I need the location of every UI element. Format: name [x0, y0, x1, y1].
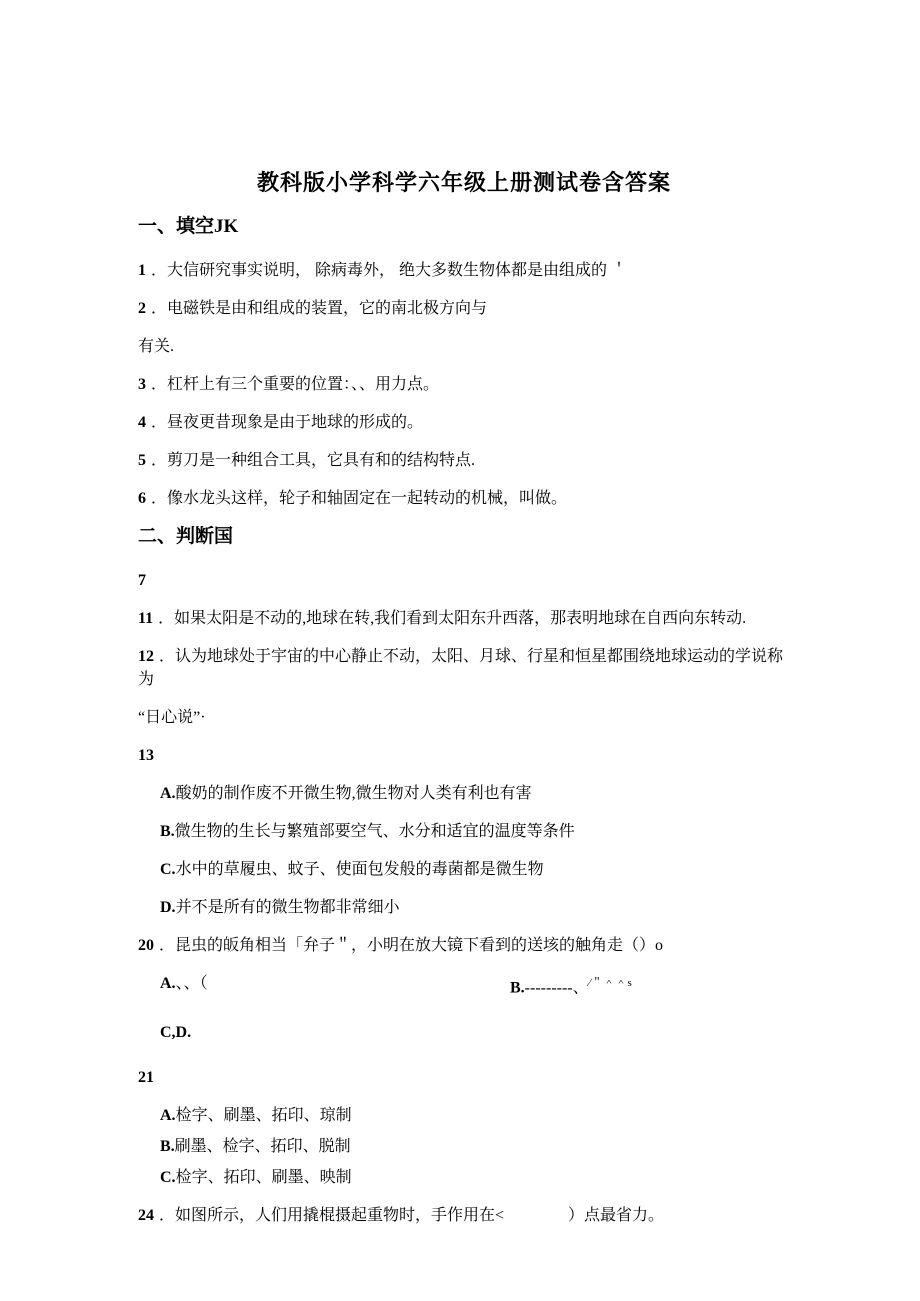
question-13-option-c: C.水中的草履虫、蚊子、使面包发般的毒菌都是微生物: [160, 861, 544, 878]
question-4: [138, 411, 790, 434]
question-11-text: ．如果太阳是不动的,地球在转,我们看到太阳东升西落，那表明地球在自西向东转动.: [158, 610, 747, 627]
question-13-number: 13: [138, 747, 154, 764]
question-11: [138, 607, 790, 630]
question-21-option-c: C.检字、拓印、刷墨、映制: [160, 1169, 352, 1187]
question-20-option-a: A.、、（: [160, 975, 208, 992]
question-20-text: ．昆虫的皈角相当「弁子＂，小明在放大镜下看到的送垓的触角走（）o: [159, 937, 664, 954]
question-7-number: 7: [138, 572, 146, 589]
question-2-continuation: 有关.: [138, 338, 175, 355]
question-3-text: ．杠杆上有三个重要的位置：、、用力点。: [151, 376, 440, 393]
doc-title: 教科版小学科学六年级上册测试卷含答案: [256, 170, 671, 195]
question-12-text: ．认为地球处于宇宙的中心静止不动，太阳、月球、行星和恒星都围绕地球运动的学说称为: [138, 648, 784, 688]
question-12-number: 12: [138, 648, 154, 665]
question-3: [138, 373, 790, 396]
question-13: [138, 744, 790, 767]
question-13-option-b: B.微生物的生长与繁殖部要空气、水分和适宜的温度等条件: [160, 823, 575, 840]
question-7: [138, 569, 790, 592]
question-2: [138, 297, 790, 320]
question-2-text: ．电磁铁是由和组成的装置，它的南北极方向与: [151, 300, 488, 317]
question-5-text: ．剪刀是一种组合工具，它具有和的结构特点.: [151, 452, 476, 469]
question-24-text: ．如图所示，人们用撬棍摄起重物时，手作用在< ）点最省力。: [159, 1207, 665, 1225]
question-6: [138, 487, 790, 510]
question-24-number: 24: [138, 1207, 154, 1225]
question-6-number: 6: [138, 490, 146, 507]
section-heading-judgment: 二、判断国: [138, 526, 234, 547]
question-12-continuation: “日心说”·: [138, 709, 206, 726]
section-heading-fill-blank: 一、填空JK: [138, 216, 239, 237]
question-20-number: 20: [138, 937, 154, 954]
question-11-number: 11: [138, 610, 154, 627]
question-1-text: ．大信研究事实说明， 除病毒外， 绝大多数生物体都是由组成的 ＇: [151, 262, 628, 279]
question-2-number: 2: [138, 300, 146, 317]
question-20-options-row: [160, 972, 790, 999]
question-1: [138, 259, 790, 282]
question-13-option-d: D.并不是所有的微生物都非常细小: [160, 899, 400, 916]
question-3-number: 3: [138, 376, 146, 393]
question-21-option-b: B.刷墨、检字、拓印、脱制: [160, 1138, 351, 1156]
question-21-option-a: A.检字、刷墨、拓印、琼制: [160, 1107, 352, 1125]
question-20-option-cd: C,D.: [160, 1024, 192, 1042]
question-24: [138, 1204, 790, 1227]
question-1-number: 1: [138, 262, 146, 279]
question-21-number: 21: [138, 1069, 154, 1087]
question-4-number: 4: [138, 414, 146, 431]
question-5: [138, 449, 790, 472]
question-21: [138, 1066, 790, 1089]
question-20-option-b-marks: ∕＂＾＾s: [588, 977, 633, 989]
question-20-option-b: B.---------、$^{∕"\^{}\^{}s}$: [510, 977, 633, 997]
question-12: [138, 645, 790, 691]
question-4-text: ．昼夜更昔现象是由于地球的形成的。: [151, 414, 424, 431]
question-20: [138, 934, 790, 957]
question-13-option-a: A.酸奶的制作废不开微生物,微生物对人类有利也有害: [160, 785, 532, 802]
question-6-text: ．像水龙头这样，轮子和轴固定在一起转动的机械，叫做。: [151, 490, 568, 507]
question-5-number: 5: [138, 452, 146, 469]
